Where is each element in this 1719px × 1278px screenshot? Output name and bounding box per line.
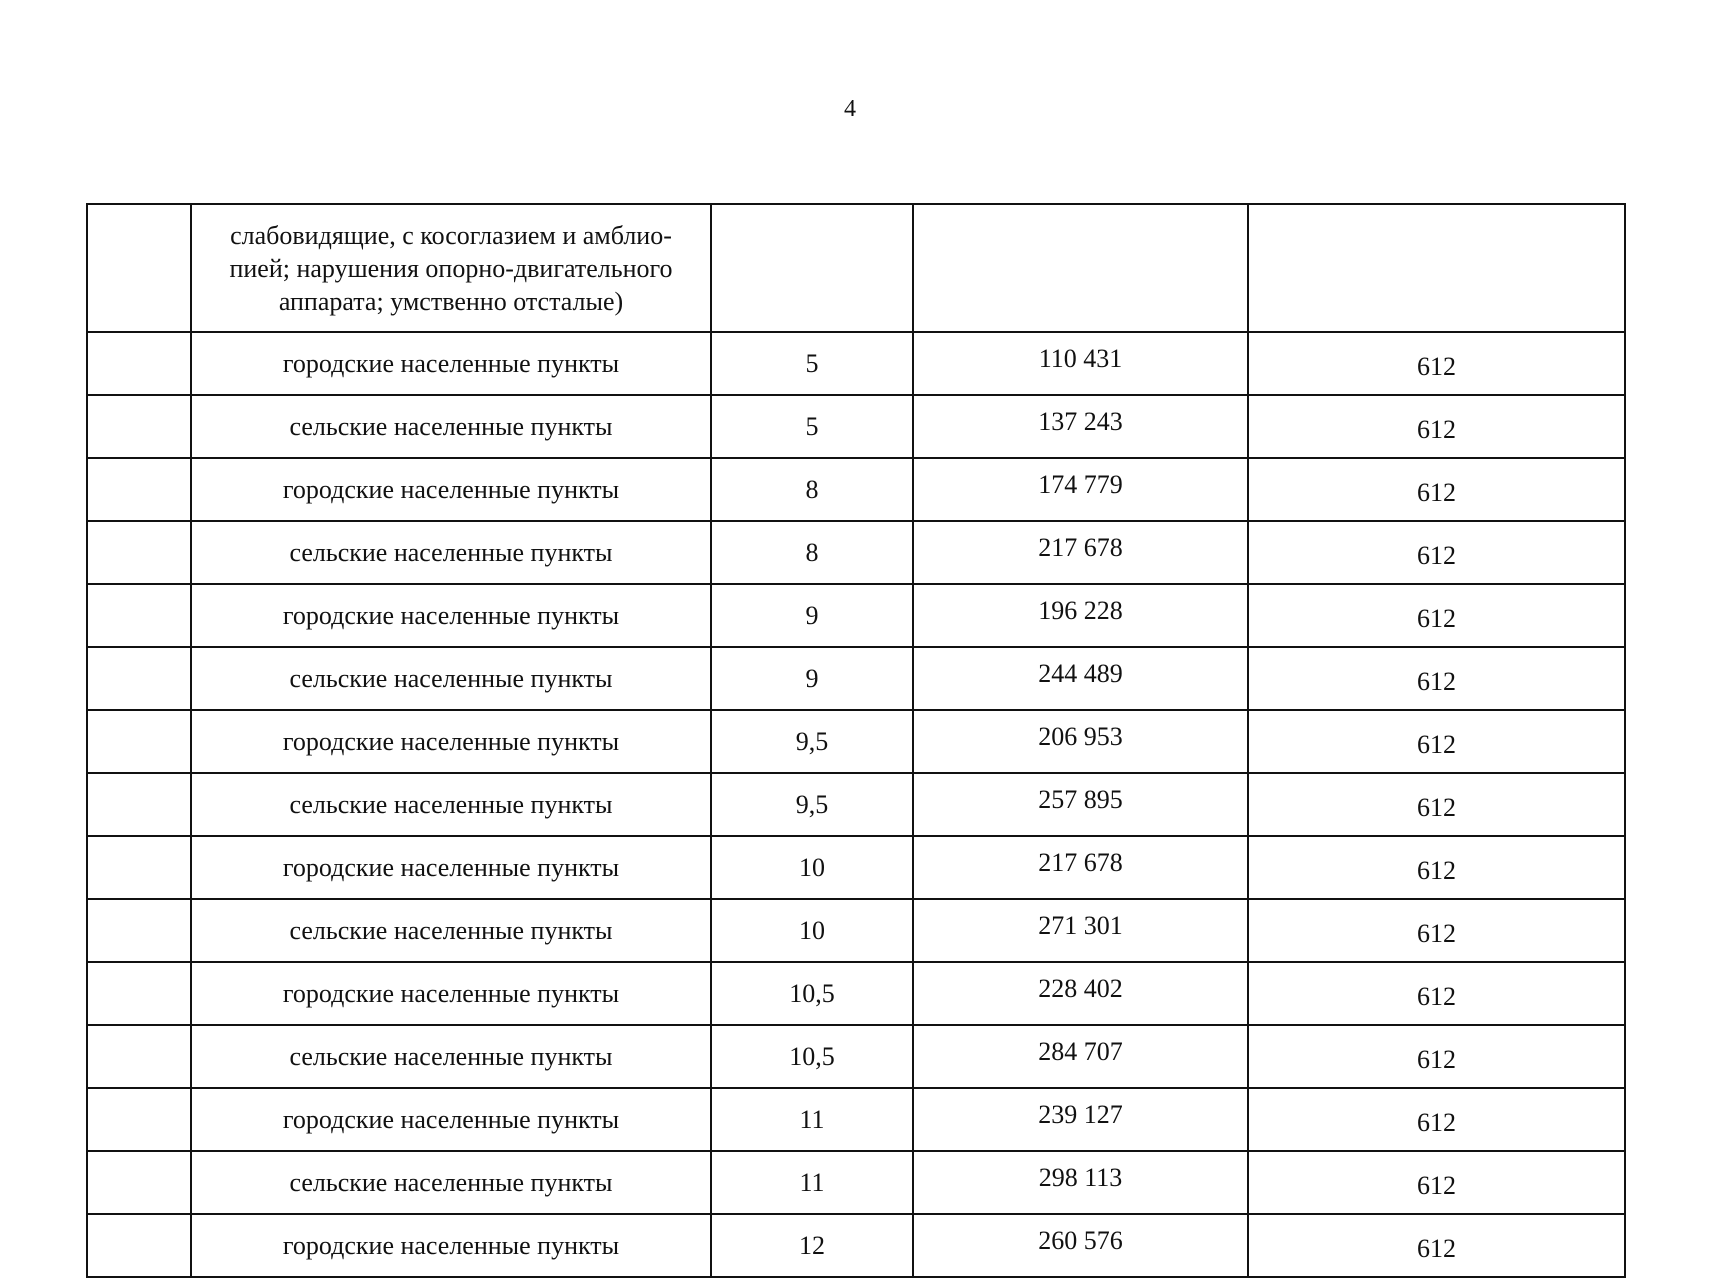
empty-cell xyxy=(711,204,913,332)
table-row xyxy=(87,710,1625,773)
table-row xyxy=(87,1025,1625,1088)
settlement-cell: сельские населенные пункты xyxy=(191,647,711,710)
table-row xyxy=(87,1214,1625,1277)
index-cell xyxy=(87,332,191,395)
settlement-cell: городские населенные пункты xyxy=(191,710,711,773)
index-cell xyxy=(87,521,191,584)
table-row xyxy=(87,836,1625,899)
index-cell xyxy=(87,395,191,458)
page-number: 4 xyxy=(844,96,856,122)
value-c-cell: 612 xyxy=(1248,773,1625,836)
value-b-cell: 174 779 xyxy=(913,458,1248,521)
value-b-cell: 298 113 xyxy=(913,1151,1248,1214)
value-c-cell: 612 xyxy=(1248,1025,1625,1088)
value-c-cell: 612 xyxy=(1248,710,1625,773)
table-row xyxy=(87,1151,1625,1214)
index-cell xyxy=(87,899,191,962)
value-b-cell: 257 895 xyxy=(913,773,1248,836)
value-a-cell: 9 xyxy=(711,647,913,710)
index-cell xyxy=(87,1151,191,1214)
settlement-cell: городские населенные пункты xyxy=(191,458,711,521)
settlement-cell: сельские населенные пункты xyxy=(191,899,711,962)
value-a-cell: 10 xyxy=(711,836,913,899)
value-a-cell: 11 xyxy=(711,1088,913,1151)
value-c-cell: 612 xyxy=(1248,647,1625,710)
value-b-cell: 284 707 xyxy=(913,1025,1248,1088)
value-c-cell: 612 xyxy=(1248,584,1625,647)
value-a-cell: 8 xyxy=(711,458,913,521)
table-row xyxy=(87,1088,1625,1151)
table-row xyxy=(87,521,1625,584)
table-row xyxy=(87,647,1625,710)
index-cell xyxy=(87,773,191,836)
value-b-cell: 228 402 xyxy=(913,962,1248,1025)
settlement-cell: городские населенные пункты xyxy=(191,1088,711,1151)
value-a-cell: 9,5 xyxy=(711,773,913,836)
value-c-cell: 612 xyxy=(1248,332,1625,395)
table-row xyxy=(87,332,1625,395)
value-c-cell: 612 xyxy=(1248,1151,1625,1214)
value-a-cell: 8 xyxy=(711,521,913,584)
value-b-cell: 217 678 xyxy=(913,836,1248,899)
value-b-cell: 206 953 xyxy=(913,710,1248,773)
value-b-cell: 137 243 xyxy=(913,395,1248,458)
table-row xyxy=(87,395,1625,458)
value-a-cell: 12 xyxy=(711,1214,913,1277)
index-cell xyxy=(87,1025,191,1088)
value-c-cell: 612 xyxy=(1248,899,1625,962)
table-row xyxy=(87,458,1625,521)
index-cell xyxy=(87,584,191,647)
value-c-cell: 612 xyxy=(1248,836,1625,899)
value-b-cell: 260 576 xyxy=(913,1214,1248,1277)
index-cell xyxy=(87,647,191,710)
index-cell xyxy=(87,1088,191,1151)
value-a-cell: 5 xyxy=(711,395,913,458)
value-a-cell: 5 xyxy=(711,332,913,395)
settlement-cell: городские населенные пункты xyxy=(191,584,711,647)
index-cell xyxy=(87,458,191,521)
value-b-cell: 217 678 xyxy=(913,521,1248,584)
value-b-cell: 244 489 xyxy=(913,647,1248,710)
empty-cell xyxy=(1248,204,1625,332)
settlement-cell: сельские населенные пункты xyxy=(191,1025,711,1088)
settlement-cell: городские населенные пункты xyxy=(191,962,711,1025)
value-b-cell: 196 228 xyxy=(913,584,1248,647)
table-row xyxy=(87,899,1625,962)
value-a-cell: 10 xyxy=(711,899,913,962)
value-b-cell: 271 301 xyxy=(913,899,1248,962)
value-c-cell: 612 xyxy=(1248,1088,1625,1151)
table-body xyxy=(87,204,1625,1277)
settlement-cell: сельские населенные пункты xyxy=(191,395,711,458)
table-row xyxy=(87,584,1625,647)
settlement-cell: городские населенные пункты xyxy=(191,332,711,395)
settlement-cell: городские населенные пункты xyxy=(191,836,711,899)
index-cell xyxy=(87,1214,191,1277)
category-description: слабовидящие, с косоглазием и амблио-пией; нарушения опорно-двигательного аппарата; умственно отсталые) xyxy=(191,204,711,332)
table-row xyxy=(87,962,1625,1025)
data-table xyxy=(86,203,1626,1278)
value-c-cell: 612 xyxy=(1248,521,1625,584)
value-a-cell: 10,5 xyxy=(711,1025,913,1088)
value-b-cell: 239 127 xyxy=(913,1088,1248,1151)
value-a-cell: 9,5 xyxy=(711,710,913,773)
settlement-cell: сельские населенные пункты xyxy=(191,521,711,584)
table-row xyxy=(87,773,1625,836)
empty-cell xyxy=(913,204,1248,332)
table-header-row xyxy=(87,204,1625,332)
settlement-cell: сельские населенные пункты xyxy=(191,1151,711,1214)
value-a-cell: 11 xyxy=(711,1151,913,1214)
index-cell xyxy=(87,204,191,332)
value-c-cell: 612 xyxy=(1248,395,1625,458)
value-c-cell: 612 xyxy=(1248,962,1625,1025)
value-a-cell: 9 xyxy=(711,584,913,647)
settlement-cell: городские населенные пункты xyxy=(191,1214,711,1277)
value-c-cell: 612 xyxy=(1248,458,1625,521)
value-b-cell: 110 431 xyxy=(913,332,1248,395)
value-a-cell: 10,5 xyxy=(711,962,913,1025)
value-c-cell: 612 xyxy=(1248,1214,1625,1277)
settlement-cell: сельские населенные пункты xyxy=(191,773,711,836)
index-cell xyxy=(87,710,191,773)
index-cell xyxy=(87,836,191,899)
index-cell xyxy=(87,962,191,1025)
